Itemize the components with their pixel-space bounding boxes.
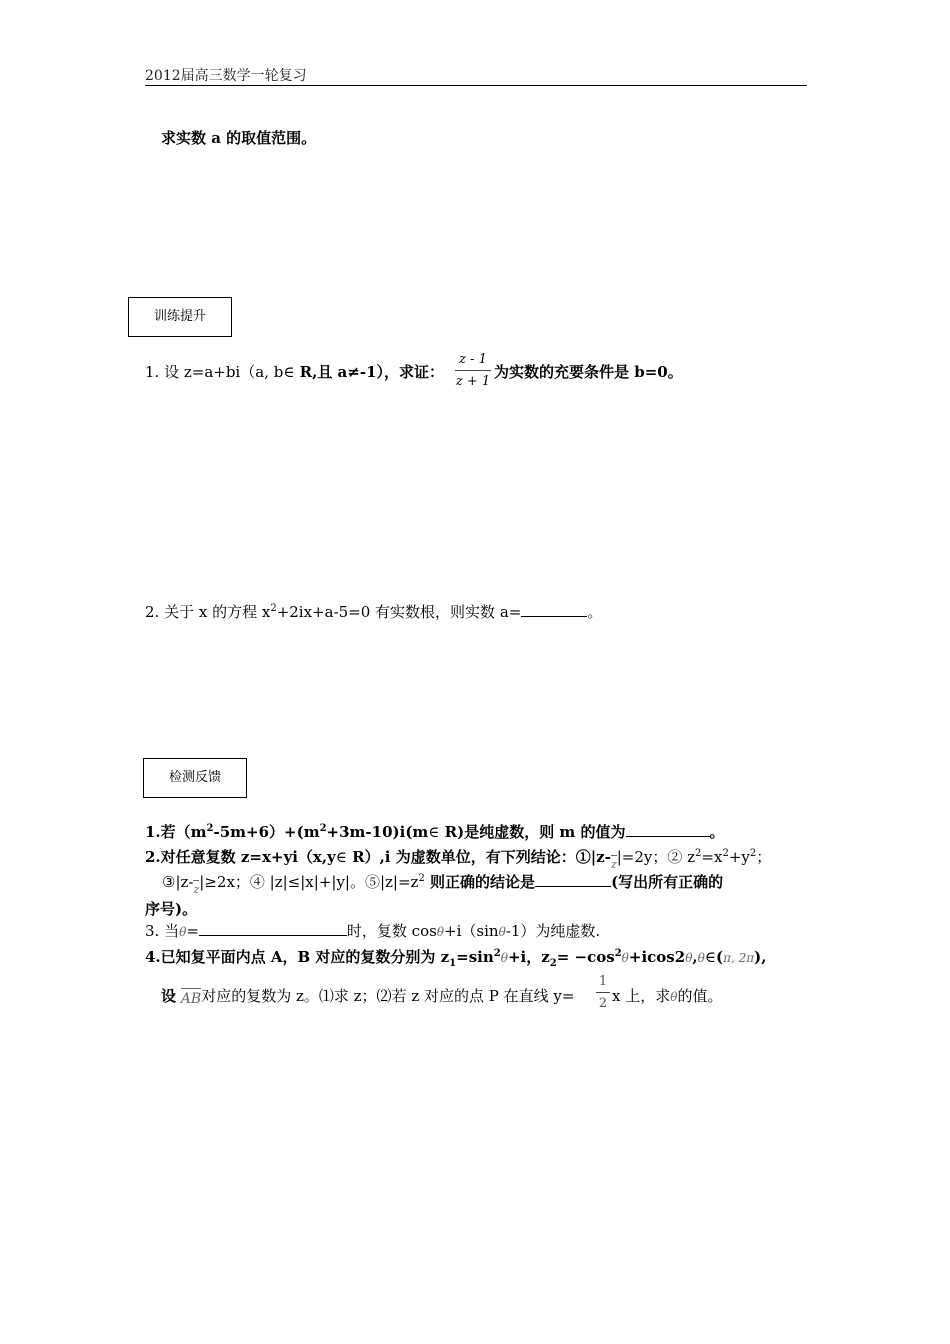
theta-symbol: θ (436, 925, 445, 939)
section-label: 检测反馈 (168, 770, 221, 785)
feedback-question-3: 3. 当θ= 时，复数 cosθ+i（sinθ-1）为纯虚数. (145, 922, 601, 940)
feedback-question-2-line3: 序号)。 (145, 900, 198, 918)
feedback-question-2-line1: 2.对任意复数 z=x+yi（x,y∈ R）,i 为虚数单位，有下列结论：①|z-z|=2y；② $z^2=x^2+y^2$； (145, 848, 772, 871)
theta-symbol: θ (621, 951, 629, 965)
header-rule (145, 85, 807, 86)
answer-blank[interactable] (535, 872, 611, 887)
theta-symbol: θ (697, 951, 705, 965)
conjugate-z: z (610, 858, 617, 871)
theta-symbol: θ (685, 951, 693, 965)
theta-symbol: θ (179, 925, 187, 939)
feedback-question-4-line1: 4.已知复平面内点 A，B 对应的复数分别为 $z_1=\sin^2\theta+i$，$z_2=$ $-\cos^2\theta+icos2\theta,\theta\in(\pi$, 2π), (145, 948, 767, 969)
feedback-question-4-line2-end: x 上，求θ的值。 (612, 987, 723, 1005)
conjugate-z: z (193, 883, 200, 896)
feedback-question-4-line2: 设 AB对应的复数为 z。⑴求 z；⑵若 z 对应的点 P 在直线 y= (161, 987, 575, 1007)
intro-line: 求实数 a 的取值范围。 (161, 129, 317, 147)
fraction-one-half: 1 2 (596, 974, 610, 1011)
feedback-question-2-line2: ③|z-z|≥2x；④ |z|≤|x|+|y|。$⑤|z|=z^2$ 则正确的结论是 (写出所有正确的 (162, 873, 724, 896)
vector-ab: AB (180, 991, 202, 1007)
fraction-z-minus1-over-z-plus1: z - 1 z + 1 (455, 352, 491, 389)
question-1-suffix: 为实数的充要条件是 b=0。 (494, 363, 683, 381)
feedback-question-1: 1.若$(m^2-5m+6)+(m^2+3m-10)i(m\in$ R)是纯虚数，则 m 的值为 。 (145, 823, 725, 841)
answer-blank[interactable] (199, 921, 347, 936)
page-header-title: 2012届高三数学一轮复习 (145, 68, 307, 84)
theta-symbol: θ (500, 951, 508, 965)
section-box-feedback (143, 758, 247, 798)
section-label: 训练提升 (153, 309, 206, 324)
answer-blank[interactable] (521, 602, 587, 617)
section-box-training (128, 297, 232, 337)
question-2: 2. 关于 x 的方程 $x^2+2ix+a-5=0$ 有实数根，则实数 a= 。 (145, 603, 603, 621)
theta-symbol: θ (498, 925, 506, 939)
answer-blank[interactable] (626, 822, 710, 837)
theta-symbol: θ (670, 990, 678, 1004)
question-1: 1. 设 z=a+bi（a, b∈ R,且 a≠-1），求证： (145, 363, 445, 381)
interval-pi-2pi: π, 2π (723, 951, 755, 965)
